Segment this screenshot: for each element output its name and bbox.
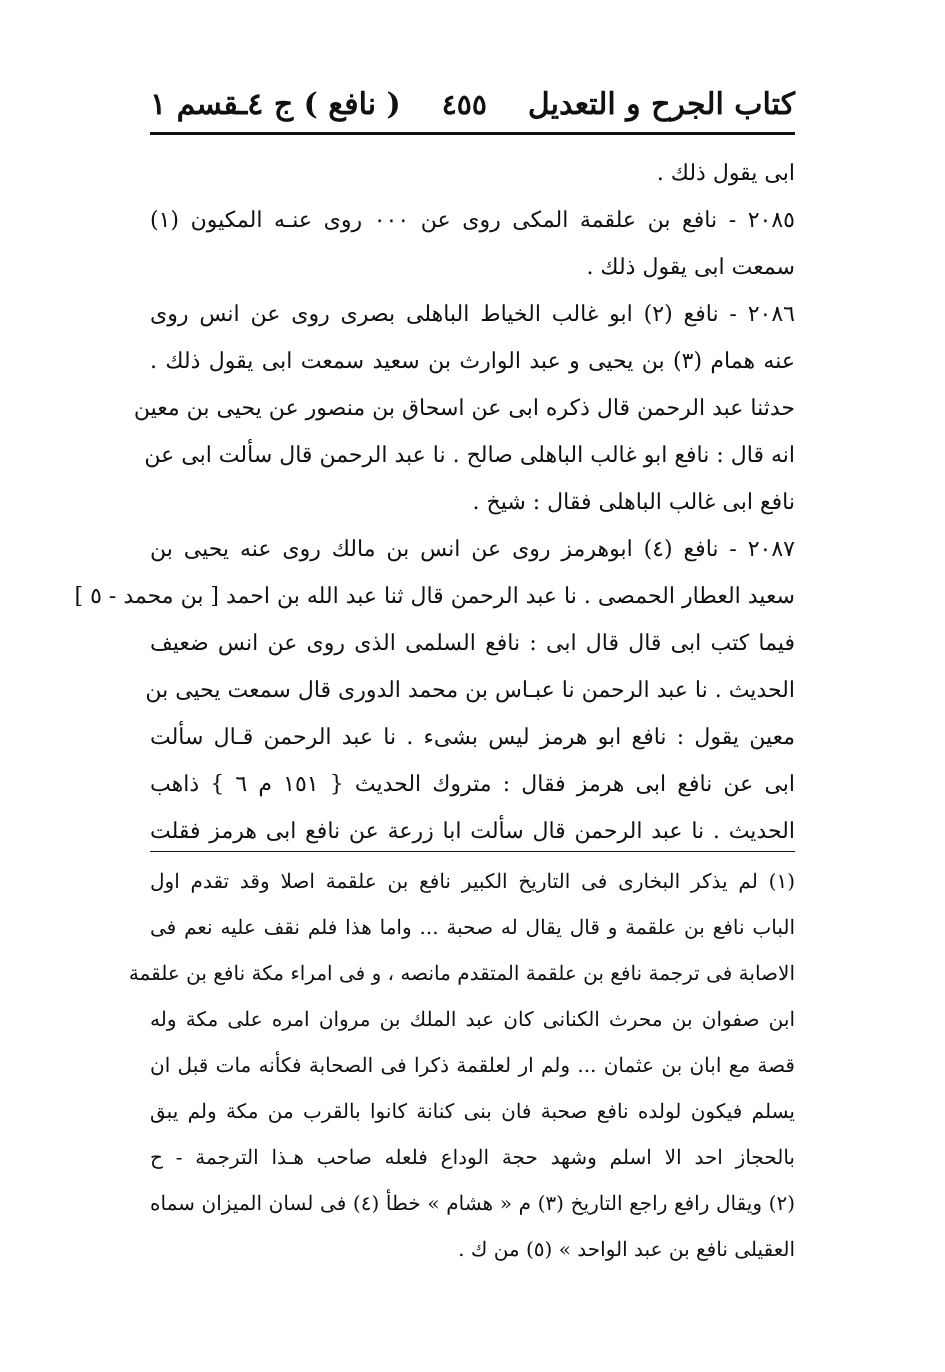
text-line: ٢٠٨٥ - نافع بن علقمة المكى روى عن ٠٠٠ روى عنـه المكيون (١) — [150, 208, 795, 233]
footnote-line: الباب نافع بن علقمة و قال يقال له صحبة ... واما هذا فلم نقف عليه نعم فى — [150, 915, 795, 939]
footnote-line: ابن صفوان بن محرث الكنانى كان عبد الملك بن مروان امره على مكة وله — [150, 1007, 795, 1031]
text-line: انه قال : نافع ابو غالب الباهلى صالح . نا عبد الرحمن قال سألت ابى عن — [144, 443, 795, 468]
header-rule — [150, 132, 795, 135]
text-line: سعيد العطار الحمصى . نا عبد الرحمن قال ثنا عبد الله بن احمد [ بن محمد - ٥ ] — [74, 584, 795, 609]
footnote-line: العقيلى نافع بن عبد الواحد » (٥) من ك . — [458, 1237, 795, 1261]
footnote-line: الاصابة فى ترجمة نافع بن علقمة المتقدم مانصه ، و فى امراء مكة نافع بن علقمة — [128, 961, 795, 985]
text-line: الحديث . نا عبد الرحمن نا عبـاس بن محمد الدورى قال سمعت يحيى بن — [145, 678, 795, 703]
page-number: ٤٥٥ — [441, 87, 487, 121]
footnotes — [128, 858, 795, 1272]
footnote-separator — [150, 851, 795, 852]
text-line: فيما كتب ابى قال قال ابى : نافع السلمى الذى روى عن انس ضعيف — [150, 631, 795, 656]
text-line: الحديث . نا عبد الرحمن قال سألت ابا زرعة عن نافع ابى هرمز فقلت — [150, 819, 795, 844]
text-line: عنه همام (٣) بن يحيى و عبد الوارث بن سعيد سمعت ابى يقول ذلك . — [150, 349, 795, 374]
book-title: كتاب الجرح و التعديل — [527, 86, 795, 122]
section-reference: ( نافع ) ج ٤ـقسم ١ — [150, 86, 401, 122]
footnote-line: قصة مع ابان بن عثمان ... ولم ار لعلقمة ذكرا فى الصحابة فكأنه مات قبل ان — [150, 1053, 795, 1077]
text-line: معين يقول : نافع ابو هرمز ليس بشىء . نا عبد الرحمن قـال سألت — [150, 725, 795, 750]
footnote-line: يسلم فيكون لولده نافع صحبة فان بنى كنانة كانوا بالقرب من مكة ولم يبق — [150, 1099, 795, 1123]
text-line: حدثنا عبد الرحمن قال ذكره ابى عن اسحاق بن منصور عن يحيى بن معين — [133, 396, 795, 421]
text-line: ٢٠٨٧ - نافع (٤) ابوهرمز روى عن انس بن مالك روى عنه يحيى بن — [150, 537, 795, 562]
running-header — [150, 78, 795, 130]
footnote-line: (٢) ويقال رافع راجع التاريخ (٣) م « هشام » خطأ (٤) فى لسان الميزان سماه — [150, 1191, 795, 1215]
text-line: ٢٠٨٦ - نافع (٢) ابو غالب الخياط الباهلى بصرى روى عن انس روى — [150, 302, 795, 327]
main-text — [74, 150, 796, 855]
text-line: ابى عن نافع ابى هرمز فقال : متروك الحديث { ١٥١ م ٦ } ذاهب — [150, 772, 796, 797]
text-line: نافع ابى غالب الباهلى فقال : شيخ . — [472, 490, 795, 515]
text-line: سمعت ابى يقول ذلك . — [586, 255, 795, 280]
footnote-line: بالحجاز احد الا اسلم وشهد حجة الوداع فلعله صاحب هـذا الترجمة - ح — [150, 1145, 795, 1169]
footnote-line: (١) لم يذكر البخارى فى التاريخ الكبير نافع بن علقمة اصلا وقد تقدم اول — [150, 869, 795, 893]
text-line: ابى يقول ذلك . — [656, 161, 795, 186]
